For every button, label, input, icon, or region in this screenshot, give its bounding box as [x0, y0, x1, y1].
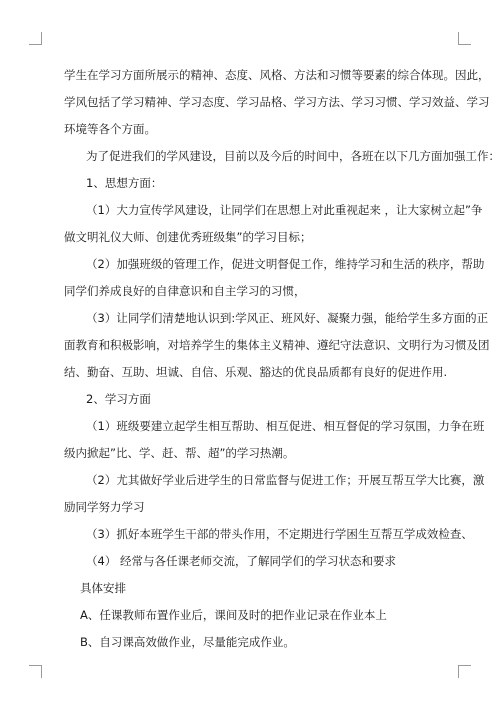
crop-mark-bottom-left: [29, 665, 42, 678]
text-line: 面教育和积极影响，对培养学生的集体主义精神、遵纪守法意识、文明行为习惯及团: [64, 338, 490, 352]
text-line: 2、学习方面: [86, 392, 151, 406]
text-line: （2）尤其做好学业后进学生的日常监督与促进工作；开展互帮互学大比赛，激: [86, 473, 485, 487]
text-line: （3）抓好本班学生干部的带头作用，不定期进行学困生互帮互学成效检查、: [86, 527, 473, 541]
crop-mark-bottom-right: [458, 665, 471, 678]
text-line: A、任课教师布置作业后，课间及时的把作业记录在作业本上: [80, 608, 387, 622]
text-line: （4） 经常与各任课老师交流，了解同学们的学习状态和要求: [86, 554, 396, 568]
text-line: 1、思想方面：: [86, 176, 163, 190]
text-line: （1）班级要建立起学生相互帮助、相互促进、相互督促的学习氛围，力争在班: [86, 419, 485, 433]
crop-mark-top-right: [458, 32, 471, 45]
text-line: 做文明礼仪大师、创建优秀班级集”的学习目标；: [64, 230, 312, 244]
text-line: 级内掀起”比、学、赶、帮、超”的学习热潮。: [64, 446, 295, 460]
text-line: 学生在学习方面所展示的精神、态度、风格、方法和习惯等要素的综合体现。因此，: [64, 68, 490, 82]
text-line: 励同学努力学习: [64, 500, 145, 514]
text-line: （3）让同学们清楚地认识到:学风正、班风好、凝聚力强，能给学生多方面的正: [86, 311, 489, 325]
text-line: 环境等各个方面。: [64, 122, 156, 136]
text-line: 为了促进我们的学风建设，目前以及今后的时间中，各班在以下几方面加强工作：: [86, 149, 500, 163]
text-line: 结、勤奋、互助、坦诚、自信、乐观、豁达的优良品质都有良好的促进作用.: [64, 365, 448, 379]
text-line: B、自习课高效做作业，尽量能完成作业。: [80, 635, 295, 649]
text-line: 同学们养成良好的自律意识和自主学习的习惯，: [64, 284, 306, 298]
document-body: [64, 62, 500, 656]
text-line: 学风包括了学习精神、学习态度、学习品格、学习方法、学习习惯、学习效益、学习: [64, 95, 490, 109]
text-line: （2）加强班级的管理工作，促进文明督促工作，维持学习和生活的秩序，帮助: [86, 257, 485, 271]
text-line: 具体安排: [80, 581, 126, 595]
text-line: （1）大力宣传学风建设，让同学们在思想上对此重视起来 ，让大家树立起”争: [86, 203, 483, 217]
crop-mark-top-left: [29, 32, 42, 45]
